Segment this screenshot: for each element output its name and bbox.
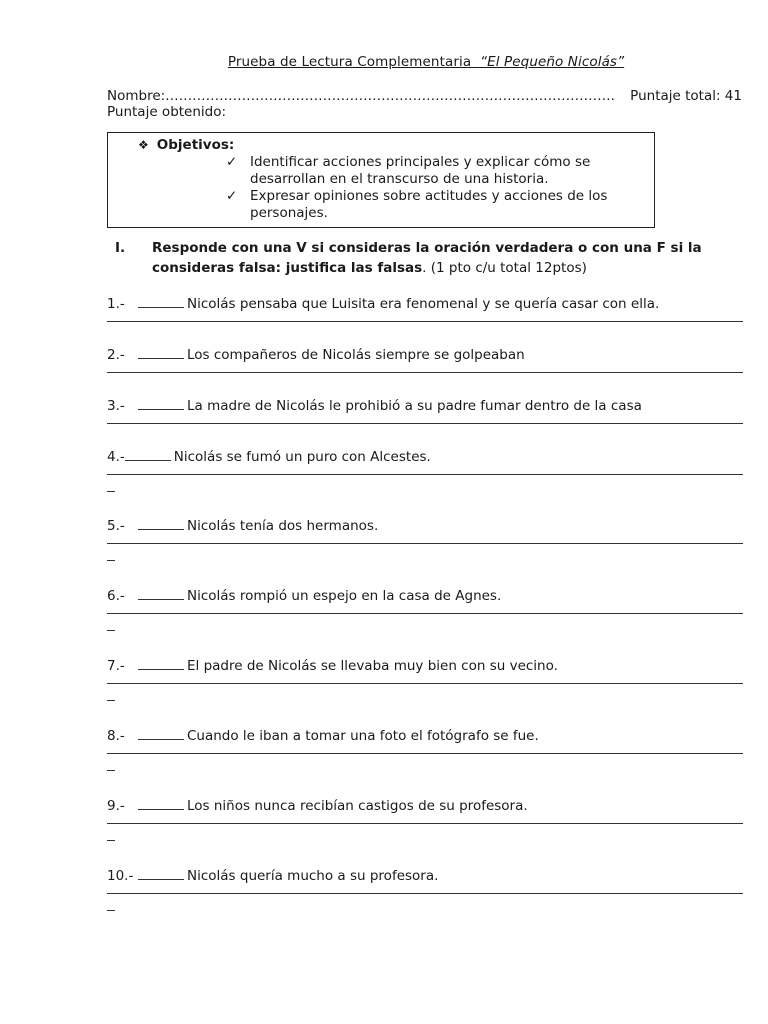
question-item-9 [107, 797, 743, 841]
instruction-bold: Responde con una V si consideras la oración verdadera o con una F si la consideras falsa: justifica las falsas [152, 240, 702, 276]
justification-line-stub [107, 490, 115, 492]
question-text: Los niños nunca recibían castigos de su profesora. [187, 798, 528, 814]
question-text: Nicolás rompió un espejo en la casa de Agnes. [187, 588, 502, 604]
objective-text: Expresar opiniones sobre actitudes y acciones de los personajes. [250, 188, 608, 221]
question-item-6 [107, 587, 743, 631]
question-text: Nicolás se fumó un puro con Alcestes. [173, 449, 431, 465]
justification-line[interactable] [107, 422, 743, 424]
justification-line[interactable] [107, 892, 743, 894]
answer-blank[interactable] [138, 295, 184, 308]
question-number: 2.- [107, 347, 125, 363]
answer-blank[interactable] [125, 448, 171, 461]
title-prefix: Prueba de Lectura Complementaria [227, 54, 472, 70]
question-text: Nicolás quería mucho a su profesora. [187, 868, 439, 884]
objectives-box [107, 132, 655, 228]
question-text: Cuando le iban a tomar una foto el fotógrafo se fue. [187, 728, 539, 744]
justification-line-stub [107, 839, 115, 841]
question-text: Nicolás pensaba que Luisita era fenomenal y se quería casar con ella. [187, 296, 660, 312]
obtained-score-label: Puntaje obtenido: [107, 104, 227, 120]
question-number: 9.- [107, 798, 125, 814]
objective-text: Identificar acciones principales y explicar cómo se desarrollan en el transcurso de una historia. [250, 154, 591, 187]
justification-line[interactable] [107, 682, 743, 684]
justification-line[interactable] [107, 320, 743, 322]
answer-blank[interactable] [138, 727, 184, 740]
answer-blank[interactable] [138, 587, 184, 600]
question-text: Nicolás tenía dos hermanos. [187, 518, 379, 534]
justification-line[interactable] [107, 822, 743, 824]
question-item-8 [107, 727, 743, 771]
justification-line[interactable] [107, 371, 743, 373]
justification-line-stub [107, 909, 115, 911]
question-number: 8.- [107, 728, 125, 744]
answer-blank[interactable] [138, 867, 184, 880]
total-score-label: Puntaje total: 41 [630, 88, 742, 104]
justification-line[interactable] [107, 473, 743, 475]
diamond-bullet-icon: ❖ [138, 138, 149, 152]
question-number: 3.- [107, 398, 125, 414]
objectives-heading [138, 137, 234, 153]
justification-line-stub [107, 769, 115, 771]
justification-line-stub [107, 629, 115, 631]
document-title [0, 54, 768, 70]
question-item-1 [107, 295, 743, 322]
question-number: 4.- [107, 449, 125, 465]
answer-blank[interactable] [138, 346, 184, 359]
question-text: Los compañeros de Nicolás siempre se golpeaban [187, 347, 525, 363]
question-item-3 [107, 397, 743, 424]
question-item-2 [107, 346, 743, 373]
question-number: 7.- [107, 658, 125, 674]
checkmark-icon: ✓ [226, 154, 238, 170]
checkmark-icon: ✓ [226, 188, 238, 204]
question-number: 5.- [107, 518, 125, 534]
question-number: 1.- [107, 296, 125, 312]
title-book: “El Pequeño Nicolás” [480, 54, 625, 70]
objectives-list [226, 154, 626, 222]
objectives-heading-text: Objetivos: [156, 137, 235, 153]
justification-line[interactable] [107, 542, 743, 544]
question-number: 6.- [107, 588, 125, 604]
justification-line[interactable] [107, 752, 743, 754]
justification-line-stub [107, 699, 115, 701]
question-text: La madre de Nicolás le prohibió a su padre fumar dentro de la casa [187, 398, 642, 414]
name-line [107, 88, 742, 104]
answer-blank[interactable] [138, 657, 184, 670]
question-number: 10.- [107, 868, 134, 884]
question-item-7 [107, 657, 743, 701]
answer-blank[interactable] [138, 797, 184, 810]
question-text: El padre de Nicolás se llevaba muy bien con su vecino. [187, 658, 558, 674]
question-item-5 [107, 517, 743, 561]
justification-line-stub [107, 559, 115, 561]
section-one-instruction [115, 238, 755, 278]
objective-item [226, 154, 626, 188]
name-label: Nombre:………………………………………………………………………………………. [107, 88, 615, 104]
answer-blank[interactable] [138, 397, 184, 410]
question-item-4 [107, 448, 743, 492]
instruction-tail: . (1 pto c/u total 12ptos) [422, 260, 587, 276]
objective-item [226, 188, 626, 222]
answer-blank[interactable] [138, 517, 184, 530]
section-number: I. [115, 240, 126, 256]
question-item-10 [107, 867, 743, 911]
justification-line[interactable] [107, 612, 743, 614]
